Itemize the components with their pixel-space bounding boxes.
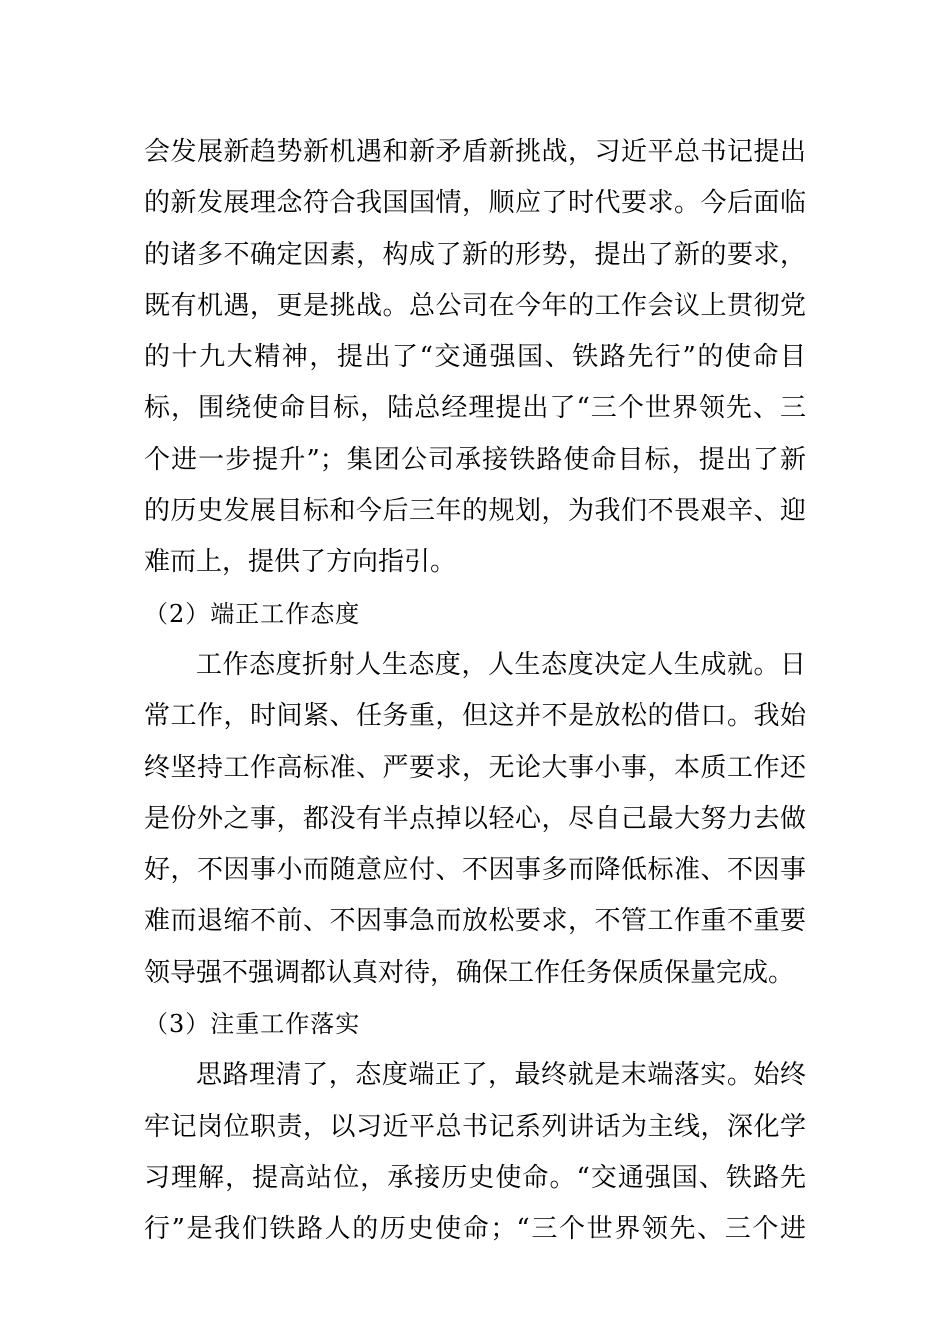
body-line: 个进一步提升”；集团公司承接铁路使命目标，提出了新 [144,444,806,475]
body-line: 会发展新趋势新机遇和新矛盾新挑战，习近平总书记提出 [144,137,806,167]
section-heading: （3）注重工作落实 [144,1010,361,1039]
body-line: 习理解，提高站位，承接历史使命。“交通强国、铁路先 [144,1162,806,1193]
document-body [144,127,806,1256]
body-line: 常工作，时间紧、任务重，但这并不是放松的借口。我始 [144,701,806,732]
body-line: 牢记岗位职责，以习近平总书记系列讲话为主线，深化学 [144,1111,806,1142]
body-line: 的历史发展目标和今后三年的规划，为我们不畏艰辛、迎 [144,496,806,527]
body-line: 终坚持工作高标准、严要求，无论大事小事，本质工作还 [144,752,806,783]
body-line: 领导强不强调都认真对待，确保工作任务保质保量完成。 [144,957,795,988]
body-line: 的新发展理念符合我国国情，顺应了时代要求。今后面临 [144,188,806,219]
body-line: 既有机遇，更是挑战。总公司在今年的工作会议上贯彻党 [144,290,806,321]
body-line: 难而上，提供了方向指引。 [144,547,457,578]
body-line: 的十九大精神，提出了“交通强国、铁路先行”的使命目 [144,342,806,373]
paragraph-first-line: 工作态度折射人生态度，人生态度决定人生成就。日 [196,649,806,680]
body-line: 行”是我们铁路人的历史使命；“三个世界领先、三个进 [144,1214,806,1245]
section-heading: （2）端正工作态度 [144,599,361,628]
body-line: 好，不因事小而随意应付、不因事多而降低标准、不因事 [144,855,806,886]
body-line: 是份外之事，都没有半点掉以轻心，尽自己最大努力去做 [144,803,806,834]
body-line: 的诸多不确定因素，构成了新的形势，提出了新的要求， [144,239,806,270]
body-line: 标，围绕使命目标，陆总经理提出了“三个世界领先、三 [144,393,806,424]
body-line: 难而退缩不前、不因事急而放松要求，不管工作重不重要 [144,906,806,937]
paragraph-first-line: 思路理清了，态度端正了，最终就是末端落实。始终 [196,1060,806,1091]
